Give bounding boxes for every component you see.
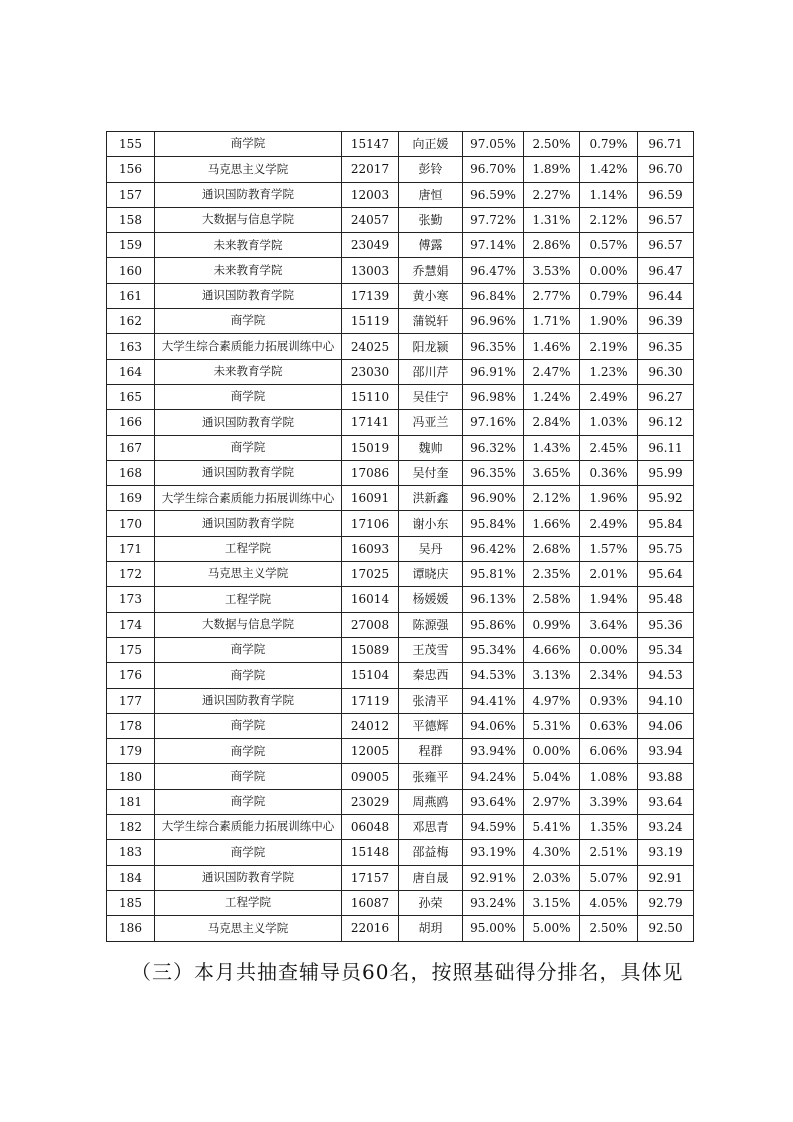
percent-cell-2: 3.13% bbox=[524, 663, 580, 688]
score-cell: 95.34 bbox=[638, 637, 694, 662]
staff-id-cell: 15019 bbox=[342, 435, 399, 460]
rank-cell: 176 bbox=[107, 663, 155, 688]
score-cell: 93.64 bbox=[638, 789, 694, 814]
college-cell: 通识国防教育学院 bbox=[155, 865, 342, 890]
table-row bbox=[107, 233, 694, 258]
rank-cell: 181 bbox=[107, 789, 155, 814]
percent-cell-2: 3.53% bbox=[524, 258, 580, 283]
percent-cell-1: 97.14% bbox=[463, 233, 524, 258]
percent-cell-2: 1.46% bbox=[524, 334, 580, 359]
percent-cell-2: 1.66% bbox=[524, 511, 580, 536]
college-cell: 商学院 bbox=[155, 309, 342, 334]
table-row bbox=[107, 334, 694, 359]
name-cell: 邵川芹 bbox=[399, 359, 463, 384]
rank-cell: 177 bbox=[107, 688, 155, 713]
name-cell: 魏帅 bbox=[399, 435, 463, 460]
score-cell: 96.57 bbox=[638, 207, 694, 232]
score-cell: 93.24 bbox=[638, 815, 694, 840]
score-cell: 92.79 bbox=[638, 890, 694, 915]
percent-cell-3: 2.49% bbox=[580, 511, 638, 536]
table-row bbox=[107, 916, 694, 941]
name-cell: 杨媛媛 bbox=[399, 587, 463, 612]
percent-cell-1: 96.98% bbox=[463, 384, 524, 409]
percent-cell-3: 5.07% bbox=[580, 865, 638, 890]
percent-cell-3: 1.90% bbox=[580, 309, 638, 334]
staff-id-cell: 17106 bbox=[342, 511, 399, 536]
percent-cell-3: 0.79% bbox=[580, 283, 638, 308]
name-cell: 平德辉 bbox=[399, 713, 463, 738]
table-row bbox=[107, 612, 694, 637]
table-row bbox=[107, 207, 694, 232]
score-cell: 94.53 bbox=[638, 663, 694, 688]
staff-id-cell: 09005 bbox=[342, 764, 399, 789]
percent-cell-1: 94.53% bbox=[463, 663, 524, 688]
percent-cell-1: 94.24% bbox=[463, 764, 524, 789]
college-cell: 商学院 bbox=[155, 764, 342, 789]
rank-cell: 170 bbox=[107, 511, 155, 536]
college-cell: 通识国防教育学院 bbox=[155, 688, 342, 713]
score-cell: 95.84 bbox=[638, 511, 694, 536]
name-cell: 吴佳宁 bbox=[399, 384, 463, 409]
percent-cell-1: 96.13% bbox=[463, 587, 524, 612]
percent-cell-2: 2.27% bbox=[524, 182, 580, 207]
name-cell: 傅露 bbox=[399, 233, 463, 258]
percent-cell-2: 2.12% bbox=[524, 486, 580, 511]
percent-cell-2: 5.41% bbox=[524, 815, 580, 840]
percent-cell-1: 95.34% bbox=[463, 637, 524, 662]
college-cell: 马克思主义学院 bbox=[155, 157, 342, 182]
table-row bbox=[107, 815, 694, 840]
percent-cell-3: 2.45% bbox=[580, 435, 638, 460]
rank-cell: 157 bbox=[107, 182, 155, 207]
staff-id-cell: 17141 bbox=[342, 410, 399, 435]
rank-cell: 159 bbox=[107, 233, 155, 258]
percent-cell-1: 92.91% bbox=[463, 865, 524, 890]
percent-cell-2: 2.77% bbox=[524, 283, 580, 308]
name-cell: 唐恒 bbox=[399, 182, 463, 207]
college-cell: 商学院 bbox=[155, 637, 342, 662]
percent-cell-1: 96.47% bbox=[463, 258, 524, 283]
name-cell: 张雍平 bbox=[399, 764, 463, 789]
name-cell: 王茂雪 bbox=[399, 637, 463, 662]
percent-cell-2: 3.65% bbox=[524, 460, 580, 485]
staff-id-cell: 23049 bbox=[342, 233, 399, 258]
staff-id-cell: 17139 bbox=[342, 283, 399, 308]
percent-cell-1: 95.00% bbox=[463, 916, 524, 941]
percent-cell-1: 96.35% bbox=[463, 460, 524, 485]
college-cell: 商学院 bbox=[155, 384, 342, 409]
percent-cell-1: 97.16% bbox=[463, 410, 524, 435]
percent-cell-2: 1.24% bbox=[524, 384, 580, 409]
college-cell: 大学生综合素质能力拓展训练中心 bbox=[155, 486, 342, 511]
name-cell: 胡玥 bbox=[399, 916, 463, 941]
percent-cell-3: 2.12% bbox=[580, 207, 638, 232]
percent-cell-1: 94.41% bbox=[463, 688, 524, 713]
score-cell: 96.11 bbox=[638, 435, 694, 460]
table-row bbox=[107, 157, 694, 182]
name-cell: 程群 bbox=[399, 739, 463, 764]
table-row bbox=[107, 840, 694, 865]
college-cell: 未来教育学院 bbox=[155, 359, 342, 384]
college-cell: 马克思主义学院 bbox=[155, 916, 342, 941]
percent-cell-3: 1.14% bbox=[580, 182, 638, 207]
name-cell: 周燕鸥 bbox=[399, 789, 463, 814]
percent-cell-2: 4.30% bbox=[524, 840, 580, 865]
percent-cell-1: 96.42% bbox=[463, 536, 524, 561]
percent-cell-3: 2.50% bbox=[580, 916, 638, 941]
table-row bbox=[107, 637, 694, 662]
name-cell: 邵益梅 bbox=[399, 840, 463, 865]
table-row bbox=[107, 764, 694, 789]
score-cell: 95.36 bbox=[638, 612, 694, 637]
name-cell: 蒲锐轩 bbox=[399, 309, 463, 334]
table-row bbox=[107, 460, 694, 485]
score-cell: 96.59 bbox=[638, 182, 694, 207]
staff-id-cell: 15148 bbox=[342, 840, 399, 865]
percent-cell-2: 5.31% bbox=[524, 713, 580, 738]
table-row bbox=[107, 713, 694, 738]
staff-id-cell: 13003 bbox=[342, 258, 399, 283]
percent-cell-3: 0.00% bbox=[580, 258, 638, 283]
rank-cell: 164 bbox=[107, 359, 155, 384]
percent-cell-1: 93.19% bbox=[463, 840, 524, 865]
score-cell: 96.30 bbox=[638, 359, 694, 384]
college-cell: 未来教育学院 bbox=[155, 233, 342, 258]
rank-cell: 169 bbox=[107, 486, 155, 511]
percent-cell-2: 2.35% bbox=[524, 562, 580, 587]
score-cell: 93.19 bbox=[638, 840, 694, 865]
score-cell: 96.12 bbox=[638, 410, 694, 435]
name-cell: 秦忠西 bbox=[399, 663, 463, 688]
score-cell: 96.70 bbox=[638, 157, 694, 182]
table-row bbox=[107, 283, 694, 308]
staff-id-cell: 17157 bbox=[342, 865, 399, 890]
score-cell: 94.06 bbox=[638, 713, 694, 738]
rank-cell: 165 bbox=[107, 384, 155, 409]
rank-cell: 166 bbox=[107, 410, 155, 435]
staff-id-cell: 24025 bbox=[342, 334, 399, 359]
table-row bbox=[107, 536, 694, 561]
college-cell: 通识国防教育学院 bbox=[155, 460, 342, 485]
percent-cell-3: 1.42% bbox=[580, 157, 638, 182]
score-cell: 92.91 bbox=[638, 865, 694, 890]
table-row bbox=[107, 182, 694, 207]
table-row bbox=[107, 132, 694, 157]
staff-id-cell: 12003 bbox=[342, 182, 399, 207]
rank-cell: 175 bbox=[107, 637, 155, 662]
college-cell: 大数据与信息学院 bbox=[155, 207, 342, 232]
rank-cell: 179 bbox=[107, 739, 155, 764]
table-row bbox=[107, 359, 694, 384]
college-cell: 大数据与信息学院 bbox=[155, 612, 342, 637]
rank-cell: 158 bbox=[107, 207, 155, 232]
percent-cell-3: 1.23% bbox=[580, 359, 638, 384]
percent-cell-1: 95.81% bbox=[463, 562, 524, 587]
table-row bbox=[107, 865, 694, 890]
percent-cell-1: 95.84% bbox=[463, 511, 524, 536]
percent-cell-3: 6.06% bbox=[580, 739, 638, 764]
table-row bbox=[107, 309, 694, 334]
staff-id-cell: 15147 bbox=[342, 132, 399, 157]
college-cell: 商学院 bbox=[155, 789, 342, 814]
percent-cell-1: 94.06% bbox=[463, 713, 524, 738]
percent-cell-2: 1.43% bbox=[524, 435, 580, 460]
rank-cell: 162 bbox=[107, 309, 155, 334]
percent-cell-2: 2.84% bbox=[524, 410, 580, 435]
name-cell: 彭铃 bbox=[399, 157, 463, 182]
college-cell: 通识国防教育学院 bbox=[155, 511, 342, 536]
table-row bbox=[107, 384, 694, 409]
college-cell: 马克思主义学院 bbox=[155, 562, 342, 587]
college-cell: 大学生综合素质能力拓展训练中心 bbox=[155, 334, 342, 359]
staff-id-cell: 23029 bbox=[342, 789, 399, 814]
percent-cell-3: 0.36% bbox=[580, 460, 638, 485]
name-cell: 陈源强 bbox=[399, 612, 463, 637]
percent-cell-2: 1.31% bbox=[524, 207, 580, 232]
table-row bbox=[107, 688, 694, 713]
name-cell: 孙荣 bbox=[399, 890, 463, 915]
percent-cell-3: 4.05% bbox=[580, 890, 638, 915]
rank-cell: 171 bbox=[107, 536, 155, 561]
score-cell: 96.57 bbox=[638, 233, 694, 258]
percent-cell-1: 97.05% bbox=[463, 132, 524, 157]
rank-cell: 172 bbox=[107, 562, 155, 587]
college-cell: 通识国防教育学院 bbox=[155, 410, 342, 435]
staff-id-cell: 22017 bbox=[342, 157, 399, 182]
college-cell: 商学院 bbox=[155, 435, 342, 460]
percent-cell-1: 96.35% bbox=[463, 334, 524, 359]
name-cell: 唐自晟 bbox=[399, 865, 463, 890]
rank-cell: 161 bbox=[107, 283, 155, 308]
name-cell: 向正媛 bbox=[399, 132, 463, 157]
score-cell: 96.27 bbox=[638, 384, 694, 409]
table-row bbox=[107, 789, 694, 814]
percent-cell-3: 1.08% bbox=[580, 764, 638, 789]
staff-id-cell: 12005 bbox=[342, 739, 399, 764]
name-cell: 张清平 bbox=[399, 688, 463, 713]
percent-cell-3: 0.93% bbox=[580, 688, 638, 713]
rank-cell: 173 bbox=[107, 587, 155, 612]
rank-cell: 155 bbox=[107, 132, 155, 157]
percent-cell-1: 95.86% bbox=[463, 612, 524, 637]
percent-cell-2: 5.04% bbox=[524, 764, 580, 789]
percent-cell-2: 4.97% bbox=[524, 688, 580, 713]
percent-cell-3: 1.94% bbox=[580, 587, 638, 612]
college-cell: 商学院 bbox=[155, 713, 342, 738]
rank-cell: 185 bbox=[107, 890, 155, 915]
rank-cell: 156 bbox=[107, 157, 155, 182]
percent-cell-3: 0.79% bbox=[580, 132, 638, 157]
college-cell: 工程学院 bbox=[155, 536, 342, 561]
percent-cell-2: 2.97% bbox=[524, 789, 580, 814]
rank-cell: 183 bbox=[107, 840, 155, 865]
rank-cell: 167 bbox=[107, 435, 155, 460]
college-cell: 商学院 bbox=[155, 739, 342, 764]
score-cell: 96.35 bbox=[638, 334, 694, 359]
staff-id-cell: 15110 bbox=[342, 384, 399, 409]
name-cell: 吴丹 bbox=[399, 536, 463, 561]
score-cell: 96.39 bbox=[638, 309, 694, 334]
percent-cell-1: 93.24% bbox=[463, 890, 524, 915]
college-cell: 大学生综合素质能力拓展训练中心 bbox=[155, 815, 342, 840]
college-cell: 未来教育学院 bbox=[155, 258, 342, 283]
score-cell: 95.64 bbox=[638, 562, 694, 587]
percent-cell-2: 4.66% bbox=[524, 637, 580, 662]
percent-cell-1: 96.96% bbox=[463, 309, 524, 334]
percent-cell-3: 2.01% bbox=[580, 562, 638, 587]
table-row bbox=[107, 890, 694, 915]
score-cell: 93.88 bbox=[638, 764, 694, 789]
percent-cell-2: 2.47% bbox=[524, 359, 580, 384]
staff-id-cell: 17025 bbox=[342, 562, 399, 587]
score-cell: 96.71 bbox=[638, 132, 694, 157]
rank-cell: 182 bbox=[107, 815, 155, 840]
percent-cell-1: 96.59% bbox=[463, 182, 524, 207]
percent-cell-3: 0.57% bbox=[580, 233, 638, 258]
percent-cell-2: 2.86% bbox=[524, 233, 580, 258]
percent-cell-2: 2.03% bbox=[524, 865, 580, 890]
staff-id-cell: 15119 bbox=[342, 309, 399, 334]
staff-id-cell: 16014 bbox=[342, 587, 399, 612]
rank-cell: 180 bbox=[107, 764, 155, 789]
score-cell: 92.50 bbox=[638, 916, 694, 941]
college-cell: 通识国防教育学院 bbox=[155, 182, 342, 207]
percent-cell-3: 2.34% bbox=[580, 663, 638, 688]
percent-cell-2: 2.50% bbox=[524, 132, 580, 157]
ranking-table-body bbox=[107, 132, 694, 942]
percent-cell-3: 0.00% bbox=[580, 637, 638, 662]
college-cell: 工程学院 bbox=[155, 587, 342, 612]
staff-id-cell: 16091 bbox=[342, 486, 399, 511]
name-cell: 冯亚兰 bbox=[399, 410, 463, 435]
percent-cell-1: 96.84% bbox=[463, 283, 524, 308]
percent-cell-1: 93.64% bbox=[463, 789, 524, 814]
percent-cell-1: 96.70% bbox=[463, 157, 524, 182]
rank-cell: 178 bbox=[107, 713, 155, 738]
table-row bbox=[107, 587, 694, 612]
staff-id-cell: 24012 bbox=[342, 713, 399, 738]
percent-cell-2: 2.68% bbox=[524, 536, 580, 561]
percent-cell-1: 96.91% bbox=[463, 359, 524, 384]
rank-cell: 163 bbox=[107, 334, 155, 359]
percent-cell-1: 97.72% bbox=[463, 207, 524, 232]
score-cell: 95.48 bbox=[638, 587, 694, 612]
score-cell: 96.47 bbox=[638, 258, 694, 283]
percent-cell-3: 2.49% bbox=[580, 384, 638, 409]
table-row bbox=[107, 511, 694, 536]
percent-cell-1: 96.32% bbox=[463, 435, 524, 460]
percent-cell-3: 2.51% bbox=[580, 840, 638, 865]
table-row bbox=[107, 435, 694, 460]
staff-id-cell: 27008 bbox=[342, 612, 399, 637]
percent-cell-2: 0.00% bbox=[524, 739, 580, 764]
staff-id-cell: 16093 bbox=[342, 536, 399, 561]
staff-id-cell: 17119 bbox=[342, 688, 399, 713]
score-cell: 95.92 bbox=[638, 486, 694, 511]
percent-cell-3: 0.63% bbox=[580, 713, 638, 738]
percent-cell-2: 2.58% bbox=[524, 587, 580, 612]
percent-cell-2: 1.89% bbox=[524, 157, 580, 182]
staff-id-cell: 06048 bbox=[342, 815, 399, 840]
percent-cell-2: 5.00% bbox=[524, 916, 580, 941]
percent-cell-3: 3.64% bbox=[580, 612, 638, 637]
name-cell: 邓思青 bbox=[399, 815, 463, 840]
percent-cell-3: 1.57% bbox=[580, 536, 638, 561]
rank-cell: 186 bbox=[107, 916, 155, 941]
name-cell: 谢小东 bbox=[399, 511, 463, 536]
name-cell: 谭晓庆 bbox=[399, 562, 463, 587]
table-row bbox=[107, 663, 694, 688]
percent-cell-2: 1.71% bbox=[524, 309, 580, 334]
rank-cell: 168 bbox=[107, 460, 155, 485]
percent-cell-3: 3.39% bbox=[580, 789, 638, 814]
staff-id-cell: 15104 bbox=[342, 663, 399, 688]
percent-cell-2: 0.99% bbox=[524, 612, 580, 637]
section-paragraph: （三）本月共抽查辅导员60名，按照基础得分排名，具体见 bbox=[131, 960, 684, 984]
name-cell: 阳龙颍 bbox=[399, 334, 463, 359]
percent-cell-3: 1.35% bbox=[580, 815, 638, 840]
score-cell: 95.99 bbox=[638, 460, 694, 485]
table-row bbox=[107, 410, 694, 435]
score-cell: 93.94 bbox=[638, 739, 694, 764]
rank-cell: 174 bbox=[107, 612, 155, 637]
name-cell: 黄小寒 bbox=[399, 283, 463, 308]
staff-id-cell: 15089 bbox=[342, 637, 399, 662]
ranking-table bbox=[106, 131, 694, 942]
college-cell: 工程学院 bbox=[155, 890, 342, 915]
name-cell: 乔慧娟 bbox=[399, 258, 463, 283]
staff-id-cell: 23030 bbox=[342, 359, 399, 384]
table-row bbox=[107, 562, 694, 587]
staff-id-cell: 22016 bbox=[342, 916, 399, 941]
college-cell: 商学院 bbox=[155, 663, 342, 688]
name-cell: 张勤 bbox=[399, 207, 463, 232]
percent-cell-1: 94.59% bbox=[463, 815, 524, 840]
name-cell: 吴付奎 bbox=[399, 460, 463, 485]
percent-cell-1: 96.90% bbox=[463, 486, 524, 511]
college-cell: 通识国防教育学院 bbox=[155, 283, 342, 308]
table-row bbox=[107, 739, 694, 764]
rank-cell: 160 bbox=[107, 258, 155, 283]
staff-id-cell: 24057 bbox=[342, 207, 399, 232]
college-cell: 商学院 bbox=[155, 132, 342, 157]
percent-cell-1: 93.94% bbox=[463, 739, 524, 764]
college-cell: 商学院 bbox=[155, 840, 342, 865]
name-cell: 洪新鑫 bbox=[399, 486, 463, 511]
percent-cell-2: 3.15% bbox=[524, 890, 580, 915]
score-cell: 94.10 bbox=[638, 688, 694, 713]
percent-cell-3: 1.96% bbox=[580, 486, 638, 511]
score-cell: 96.44 bbox=[638, 283, 694, 308]
percent-cell-3: 2.19% bbox=[580, 334, 638, 359]
score-cell: 95.75 bbox=[638, 536, 694, 561]
table-row bbox=[107, 258, 694, 283]
staff-id-cell: 16087 bbox=[342, 890, 399, 915]
staff-id-cell: 17086 bbox=[342, 460, 399, 485]
rank-cell: 184 bbox=[107, 865, 155, 890]
table-row bbox=[107, 486, 694, 511]
percent-cell-3: 1.03% bbox=[580, 410, 638, 435]
